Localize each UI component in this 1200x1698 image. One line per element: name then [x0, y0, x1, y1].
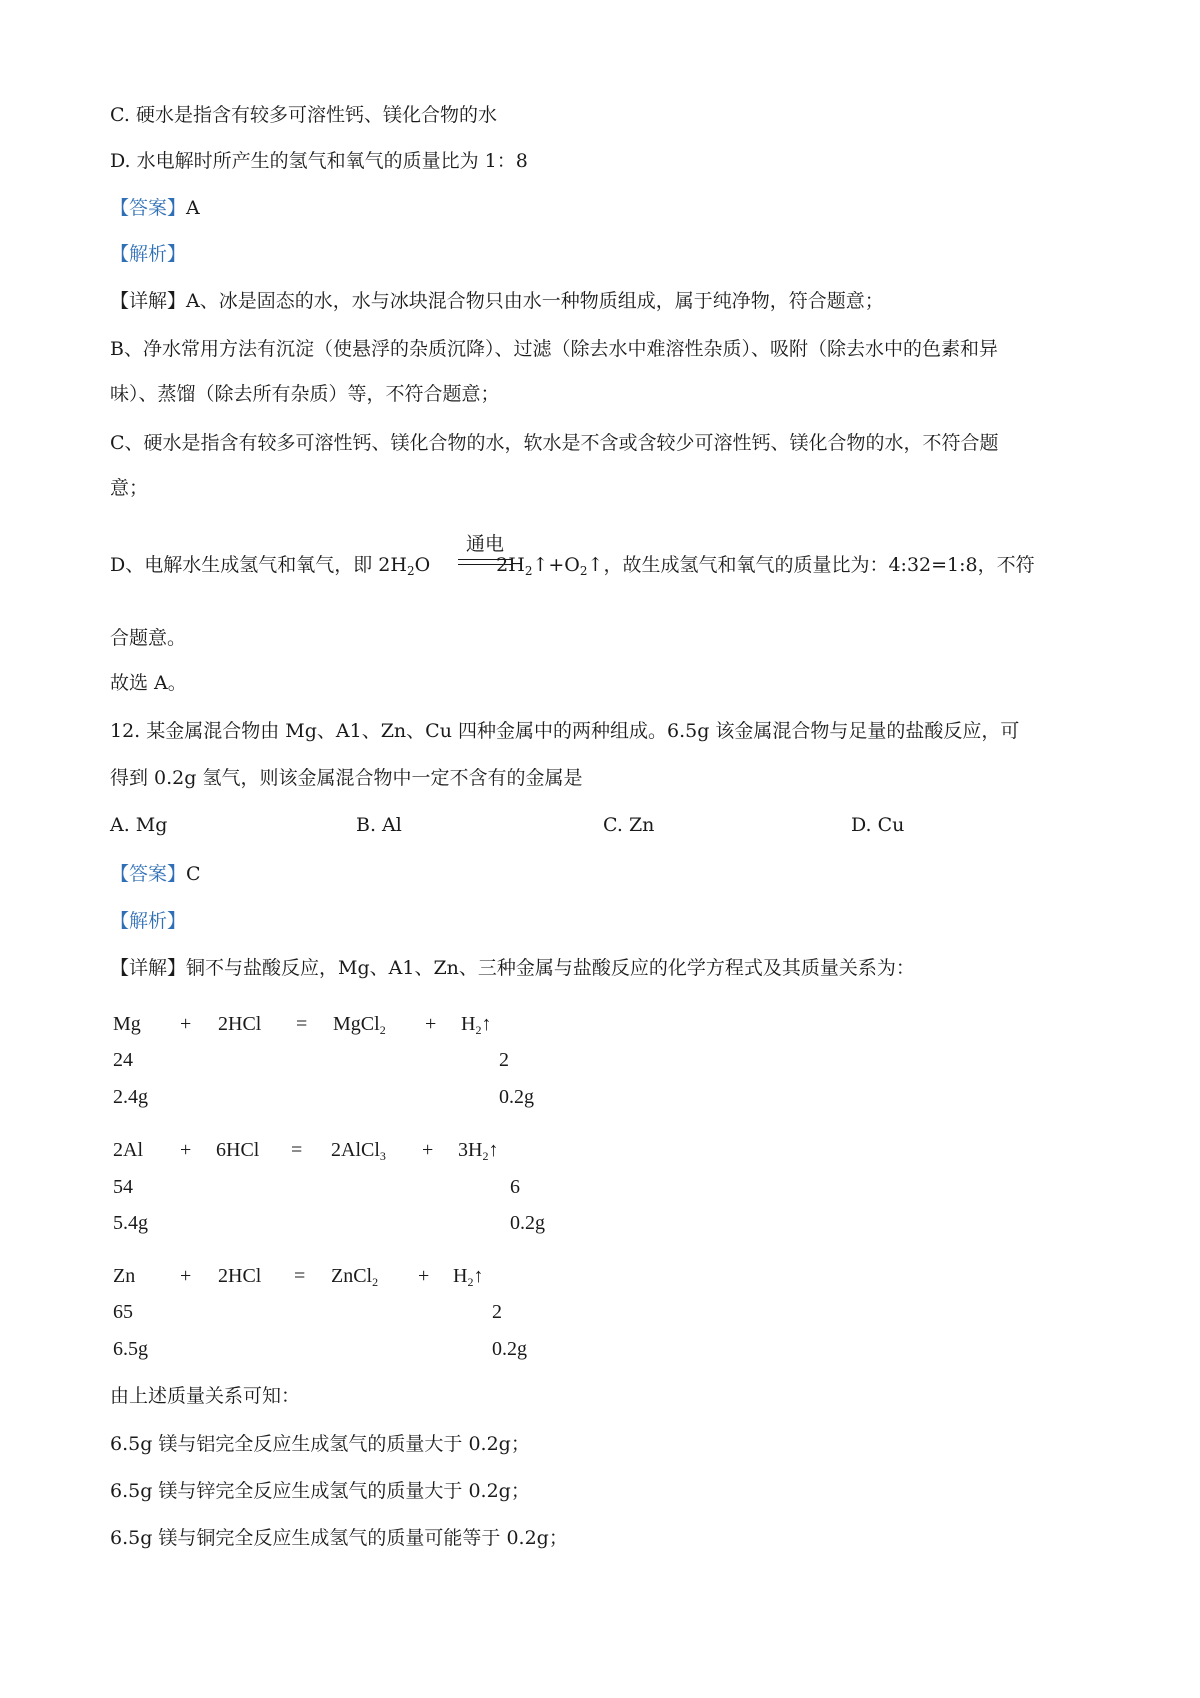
q11-detail-b2: 味）、蒸馏（除去所有杂质）等，不符合题意； [110, 383, 500, 405]
mg-mass-2: 2 [499, 1049, 509, 1071]
answer-label: 【答案】 [110, 863, 187, 885]
q12-stem-1: 12. 某金属混合物由 Mg、A1、Zn、Cu 四种金属中的两种组成。6.5g 该金属混合物与足量的盐酸反应，可 [110, 720, 1020, 742]
mg-plus-1: + [180, 1013, 192, 1035]
prev-option-c: C. 硬水是指含有较多可溶性钙、镁化合物的水 [110, 104, 497, 126]
detail-label: 【详解】 [110, 290, 187, 312]
mg-equals: = [296, 1013, 308, 1035]
q12-option-b: B. Al [356, 814, 402, 836]
q11-answer: A [186, 197, 200, 219]
mg-gas: $H_2↑$ [461, 1013, 492, 1037]
al-amount-2: 0.2g [510, 1212, 545, 1234]
analysis-label: 【解析】 [110, 243, 187, 265]
q11-detail-c1: C、硬水是指含有较多可溶性钙、镁化合物的水，软水是不含或含较少可溶性钙、镁化合物的水，不符合题 [110, 432, 999, 454]
al-acid: 6HCl [216, 1139, 260, 1161]
zn-salt: ZnCl$_2$ [331, 1265, 379, 1289]
q12-option-a: A. Mg [110, 814, 168, 836]
summary-title: 由上述质量关系可知： [110, 1385, 301, 1407]
q11-detail-d-post: ，故生成氢气和氧气的质量比为：4:32=1:8，不符 [603, 554, 1035, 576]
zn-amount-2: 0.2g [492, 1338, 527, 1360]
h2o-subscript: 2 [406, 564, 415, 578]
mg-plus-2: + [425, 1013, 437, 1035]
h2-subscript: 2 [524, 564, 533, 578]
mg-salt: MgCl$_2$ [333, 1013, 386, 1037]
al-mass-2: 6 [510, 1176, 520, 1198]
mg-amount-2: 0.2g [499, 1086, 534, 1108]
zn-mass-1: 65 [113, 1301, 133, 1323]
q12-detail-line [110, 956, 915, 980]
zn-plus-2: + [418, 1265, 430, 1287]
reaction-condition: 通电 [465, 533, 504, 555]
al-plus-1: + [180, 1139, 192, 1161]
al-gas: $3H_2↑$ [458, 1139, 499, 1163]
q12-answer-line [110, 862, 201, 886]
q11-detail-c2: 意； [110, 477, 149, 499]
q11-detail-a-line [110, 289, 884, 313]
detail-label: 【详解】 [110, 957, 187, 979]
q11-detail-d-pre: D、电解水生成氢气和氧气，即 2H [110, 554, 407, 576]
q12-detail-intro: 铜不与盐酸反应，Mg、A1、Zn、三种金属与盐酸反应的化学方程式及其质量关系为： [186, 957, 915, 979]
q12-option-c: C. Zn [603, 814, 655, 836]
mg-acid: 2HCl [218, 1013, 262, 1035]
zn-amount-1: 6.5g [113, 1338, 148, 1360]
q11-detail-d-line: D、电解水生成氢气和氧气，即 $2H_2O$ $2H_2↑+O_2↑$，故生成氢气和氧气的质量比为：4:32=1:8，不符 [110, 554, 1035, 578]
zn-equals: = [294, 1265, 306, 1287]
q12-option-d: D. Cu [851, 814, 905, 836]
q11-answer-line [110, 196, 200, 220]
q11-detail-a: A、冰是固态的水，水与冰块混合物只由水一种物质组成，属于纯净物，符合题意； [186, 290, 884, 312]
q11-conclusion: 故选 A。 [110, 672, 187, 694]
analysis-label: 【解析】 [110, 910, 187, 932]
q11-detail-d2: 合题意。 [110, 627, 187, 649]
q11-analysis-line [110, 242, 186, 266]
al-plus-2: + [422, 1139, 434, 1161]
summary-line-3: 6.5g 镁与铜完全反应生成氢气的质量可能等于 0.2g； [110, 1527, 568, 1549]
q12-stem-2: 得到 0.2g 氢气，则该金属混合物中一定不含有的金属是 [110, 767, 583, 789]
al-equals: = [291, 1139, 303, 1161]
q12-answer: C [186, 863, 201, 885]
q11-detail-b1: B、净水常用方法有沉淀（使悬浮的杂质沉降）、过滤（除去水中难溶性杂质）、吸附（除去水中的色素和异 [110, 338, 998, 360]
al-mass-1: 54 [113, 1176, 133, 1198]
mg-mass-1: 24 [113, 1049, 133, 1071]
zn-acid: 2HCl [218, 1265, 262, 1287]
zn-gas: $H_2↑$ [453, 1265, 484, 1289]
prev-option-d: D. 水电解时所产生的氢气和氧气的质量比为 1：8 [110, 150, 528, 172]
answer-label: 【答案】 [110, 197, 187, 219]
al-reactant: 2Al [113, 1139, 143, 1161]
q12-analysis-line [110, 909, 186, 933]
summary-line-2: 6.5g 镁与锌完全反应生成氢气的质量大于 0.2g； [110, 1480, 530, 1502]
zn-reactant: Zn [113, 1265, 136, 1287]
summary-line-1: 6.5g 镁与铝完全反应生成氢气的质量大于 0.2g； [110, 1433, 530, 1455]
zn-plus-1: + [180, 1265, 192, 1287]
mg-amount-1: 2.4g [113, 1086, 148, 1108]
zn-mass-2: 2 [492, 1301, 502, 1323]
al-salt: 2AlCl$_3$ [331, 1139, 386, 1163]
mg-reactant: Mg [113, 1013, 141, 1035]
al-amount-1: 5.4g [113, 1212, 148, 1234]
o2-subscript: 2 [579, 564, 588, 578]
